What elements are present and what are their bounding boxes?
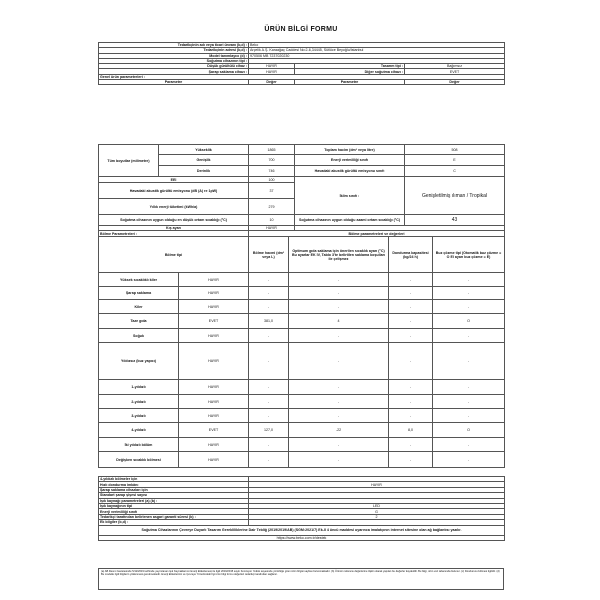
bottom-label: Işık kaynağı parametreleri (a) (b) : [99, 498, 249, 503]
bottom-label: Enerji verimliliği sınıfı [99, 509, 249, 514]
table-row [99, 314, 505, 329]
model-label: Model tanımlayıcı (d) : [99, 53, 249, 58]
compartment-freezing: - [389, 287, 433, 300]
bottom-label: Hızlı dondurma imkânı [99, 482, 249, 487]
compartment-temp: - [289, 409, 389, 423]
compartment-present: EVET [179, 423, 249, 438]
compartment-present: HAYIR [179, 329, 249, 343]
min-ambient-value: 10 [249, 215, 295, 226]
compartment-freezing: 8,0 [389, 423, 433, 438]
compartment-name: Yüksek sıcaklıklı kiler [99, 273, 179, 287]
table-row [99, 525, 505, 535]
climate-class-label: İklim sınıfı : [295, 177, 405, 215]
compartment-defrost: - [433, 329, 505, 343]
compartment-rows [99, 273, 505, 468]
compartment-defrost: - [433, 438, 505, 452]
compartment-defrost: - [433, 273, 505, 287]
general-params-table [98, 144, 505, 231]
compartment-volume: - [249, 273, 289, 287]
supplier-name-label: Tedarikçinin adı veya ticari ünvanı (b,d) : [99, 43, 249, 48]
compartment-params-heading: Bölme Parametreleri : [99, 231, 249, 237]
compartment-name: Değişken sıcaklık bölmesi [99, 452, 179, 468]
height-label: Yükseklik [159, 145, 249, 155]
compartment-temp: - [289, 329, 389, 343]
compartment-present: HAYIR [179, 287, 249, 300]
compartment-volume: - [249, 300, 289, 314]
value-header-2: Değer [405, 80, 505, 85]
general-params-heading: Genel ürün parametreleri : [99, 74, 505, 79]
compartment-temp: -22 [289, 423, 389, 438]
compartment-volume: - [249, 409, 289, 423]
volume-header: Bölme hacmi (dm³ veya L) [249, 237, 289, 273]
supplier-address-label: Tedarikçinin adresi (b,d) : [99, 48, 249, 53]
compartment-defrost: - [433, 287, 505, 300]
compartment-name: Taze gıda [99, 314, 179, 329]
compartment-name: 4-yıldızlı [99, 423, 179, 438]
compartment-temp: - [289, 395, 389, 409]
table-row [99, 237, 505, 273]
bottom-value: LED [249, 503, 505, 508]
compartment-type-header: Bölme tipi [99, 237, 249, 273]
compartment-freezing: - [389, 329, 433, 343]
compartment-freezing: - [389, 452, 433, 468]
additional-info-text: Soğutma Cihazlarının Çevreye Duyarlı Tasarım Gerekliliklerine Dair Tebliğ (2019/2019/AB) (SGM:2021/7) Ek-II 4 üncü maddesi uyarınca imalatçının internet sitesine olan ağ bağlantısı yazılır. [99, 525, 505, 535]
energy-class-label: Enerji verimliliği sınıfı [295, 155, 405, 166]
compartment-defrost: O [433, 423, 505, 438]
noise-class-value: C [405, 166, 505, 177]
compartment-temp: - [289, 438, 389, 452]
page-title: ÜRÜN BİLGİ FORMU [264, 26, 338, 33]
compartment-volume: 127,0 [249, 423, 289, 438]
compartment-name: 3-yıldızlı [99, 409, 179, 423]
compartment-present: HAYIR [179, 395, 249, 409]
compartment-volume: - [249, 343, 289, 380]
bottom-value: 2 [249, 514, 505, 519]
compartment-table [98, 230, 505, 468]
compartment-volume: 381,0 [249, 314, 289, 329]
table-row [99, 329, 505, 343]
table-row [99, 409, 505, 423]
compartment-freezing: - [389, 395, 433, 409]
depth-value: 746 [249, 166, 295, 177]
table-row [99, 423, 505, 438]
table-row [99, 273, 505, 287]
compartment-name: Yıldızsız (buz yapıcı) [99, 343, 179, 380]
low-noise-value: HAYIR [249, 64, 295, 69]
depth-label: Derinlik [159, 166, 249, 177]
winter-setting-label: Kış ayarı [99, 226, 249, 231]
compartment-freezing: - [389, 380, 433, 395]
compartment-present: EVET [179, 314, 249, 329]
width-label: Genişlik [159, 155, 249, 166]
wine-device-label: Şarap saklama cihazı : [99, 69, 249, 74]
optimum-temp-header: Optimum gıda saklama için önerilen sıcaklık ayarı (°C) Bu ayarlar EK IV, Tablo 3'te belirtilen saklama koşulları ile çelişmez [289, 237, 389, 273]
compartment-present: HAYIR [179, 438, 249, 452]
compartment-name: Kiler [99, 300, 179, 314]
product-info-sheet [98, 20, 504, 577]
bottom-label: Standart şarap şişesi sayısı [99, 493, 249, 498]
noise-emission-value: 37 [249, 183, 295, 199]
table-row [99, 166, 505, 177]
compartment-defrost: O [433, 314, 505, 329]
table-row [99, 80, 505, 85]
energy-class-value: E [405, 155, 505, 166]
compartment-temp: - [289, 343, 389, 380]
compartment-freezing: - [389, 409, 433, 423]
compartment-present: HAYIR [179, 300, 249, 314]
supplier-table [98, 42, 505, 85]
compartment-freezing: - [389, 343, 433, 380]
total-volume-label: Toplam hacim (dm³ veya litre) [295, 145, 405, 155]
compartment-temp: 4 [289, 314, 389, 329]
width-value: 700 [249, 155, 295, 166]
other-device-value: EVET [405, 69, 505, 74]
table-row [99, 395, 505, 409]
device-type-label: Soğutma cihazının tipi : [99, 58, 249, 63]
compartment-defrost: - [433, 395, 505, 409]
eei-label: EEI [99, 177, 249, 183]
annual-energy-label: Yıllık enerji tüketimi (kWh/a) [99, 199, 249, 215]
compartment-temp: - [289, 273, 389, 287]
compartment-present: HAYIR [179, 452, 249, 468]
table-row [99, 155, 505, 166]
bottom-table [98, 476, 505, 541]
compartment-present: HAYIR [179, 273, 249, 287]
supplier-name-value: Beko [249, 43, 505, 48]
bottom-label: Tedarikçi tarafından belirlenen asgari garanti süresi (b) : [99, 514, 249, 519]
eei-value: 100 [249, 177, 295, 183]
compartment-defrost: - [433, 300, 505, 314]
compartment-present: HAYIR [179, 409, 249, 423]
compartment-name: Şarap saklama [99, 287, 179, 300]
compartment-present: HAYIR [179, 343, 249, 380]
compartment-temp: - [289, 300, 389, 314]
value-header: Değer [249, 80, 295, 85]
design-type-label: Tasarım tipi : [295, 64, 405, 69]
compartment-name: 1-yıldızlı [99, 380, 179, 395]
winter-setting-value: HAYIR [249, 226, 295, 231]
param-header: Parametre [99, 80, 249, 85]
compartment-defrost: - [433, 380, 505, 395]
support-url[interactable]: https://www.beko.com.tr/destek [99, 535, 505, 540]
table-row [99, 287, 505, 300]
bottom-value: HAYIR [249, 482, 505, 487]
other-device-label: Diğer soğutma cihazı : [295, 69, 405, 74]
compartment-present: HAYIR [179, 380, 249, 395]
low-noise-label: Düşük gürültülü cihaz : [99, 64, 249, 69]
compartment-name: İki yıldızlı bölüm [99, 438, 179, 452]
height-value: 1865 [249, 145, 295, 155]
compartment-defrost: - [433, 343, 505, 380]
compartment-volume: - [249, 329, 289, 343]
noise-emission-label: Havadaki akustik gürültü emisyonu (dB (A) re 1pW) [99, 183, 249, 199]
model-value: 970506 MB 7237020230 [249, 53, 505, 58]
compartment-temp: - [289, 287, 389, 300]
footnotes: (a) AB Resmi Gazetesinde 5/12/2019 tarihinde yayımlanan Işık Kaynaklarının Enerji Etiketlemesi ile ilgili 2019/2015 sayılı Komisyon Yetkisi sayesinde yürürlüğe giren ürün bilgisi sayfası bulunmaktadır. (b) Ürünün referans değerlerine ilişkin olarak yapılan bu değerler kaydedilir. Bu bilgi, ürün veri tabanında bulunur. (c) Dondurucu bölmesi ilgilidir. (d) Bu modelle ilgili bilgilerin yüklenmesi gerekmektedir. Enerji Etiketlerinin ve Çevreye Yönelimdeki İlgi ürün bilgi formu değerleri tedarikçi tarafından sağlanır. [98, 568, 504, 590]
bottom-rows [99, 477, 505, 526]
table-row [99, 438, 505, 452]
min-ambient-label: Soğutma cihazının uygun olduğu en düşük ortam sıcaklığı (°C) [99, 215, 249, 226]
table-row [99, 343, 505, 380]
compartment-freezing: - [389, 438, 433, 452]
annual-energy-value: 279 [249, 199, 295, 215]
wine-device-value: HAYIR [249, 69, 295, 74]
table-row [99, 145, 505, 155]
dimensions-label: Tüm boyutlar (milimetre) [99, 145, 159, 177]
bottom-value: G [249, 509, 505, 514]
bottom-label: Işık kaynağının tipi [99, 503, 249, 508]
table-row [99, 535, 505, 540]
freezing-capacity-header: Dondurma kapasitesi (kg/24 h) [389, 237, 433, 273]
bottom-label: Ek bilgiler (b,d) : [99, 520, 249, 525]
compartment-freezing: - [389, 314, 433, 329]
compartment-group-header: Bölme parametreleri ve değerleri [249, 231, 505, 237]
table-row [99, 300, 505, 314]
table-row [99, 452, 505, 468]
table-row [99, 380, 505, 395]
param-header-2: Parametre [295, 80, 405, 85]
compartment-name: Soğuk [99, 329, 179, 343]
bottom-label: 4-yıldızlı bölmeler için [99, 477, 249, 482]
compartment-defrost: - [433, 452, 505, 468]
compartment-temp: - [289, 380, 389, 395]
noise-class-label: Havadaki akustik gürültü emisyonu sınıfı [295, 166, 405, 177]
compartment-defrost: - [433, 409, 505, 423]
compartment-volume: - [249, 395, 289, 409]
compartment-freezing: - [389, 300, 433, 314]
climate-class-value: Genişletilmiş ılıman / Tropikal [405, 177, 505, 215]
design-type-value: Bağımsız [405, 64, 505, 69]
max-ambient-label: Soğutma cihazının uygun olduğu azami ortam sıcaklığı (°C) [295, 215, 405, 226]
compartment-volume: - [249, 452, 289, 468]
table-row [99, 215, 505, 226]
bottom-label: Şarap saklama cihazları için [99, 487, 249, 492]
defrost-type-header: Buz çözme tipi (Otomatik buz çözme = O El ayarı buz çözme = E) [433, 237, 505, 273]
compartment-temp: - [289, 452, 389, 468]
compartment-volume: - [249, 438, 289, 452]
compartment-freezing: - [389, 273, 433, 287]
supplier-address-value: Arçelik A.Ş. Karaağaç Caddesi No:2-6,34445, Sütlüce Beyoğlu/İstanbul [249, 48, 505, 53]
compartment-name: 2-yıldızlı [99, 395, 179, 409]
compartment-volume: - [249, 287, 289, 300]
compartment-volume: - [249, 380, 289, 395]
max-ambient-value: 43 [405, 215, 505, 226]
total-volume-value: 508 [405, 145, 505, 155]
